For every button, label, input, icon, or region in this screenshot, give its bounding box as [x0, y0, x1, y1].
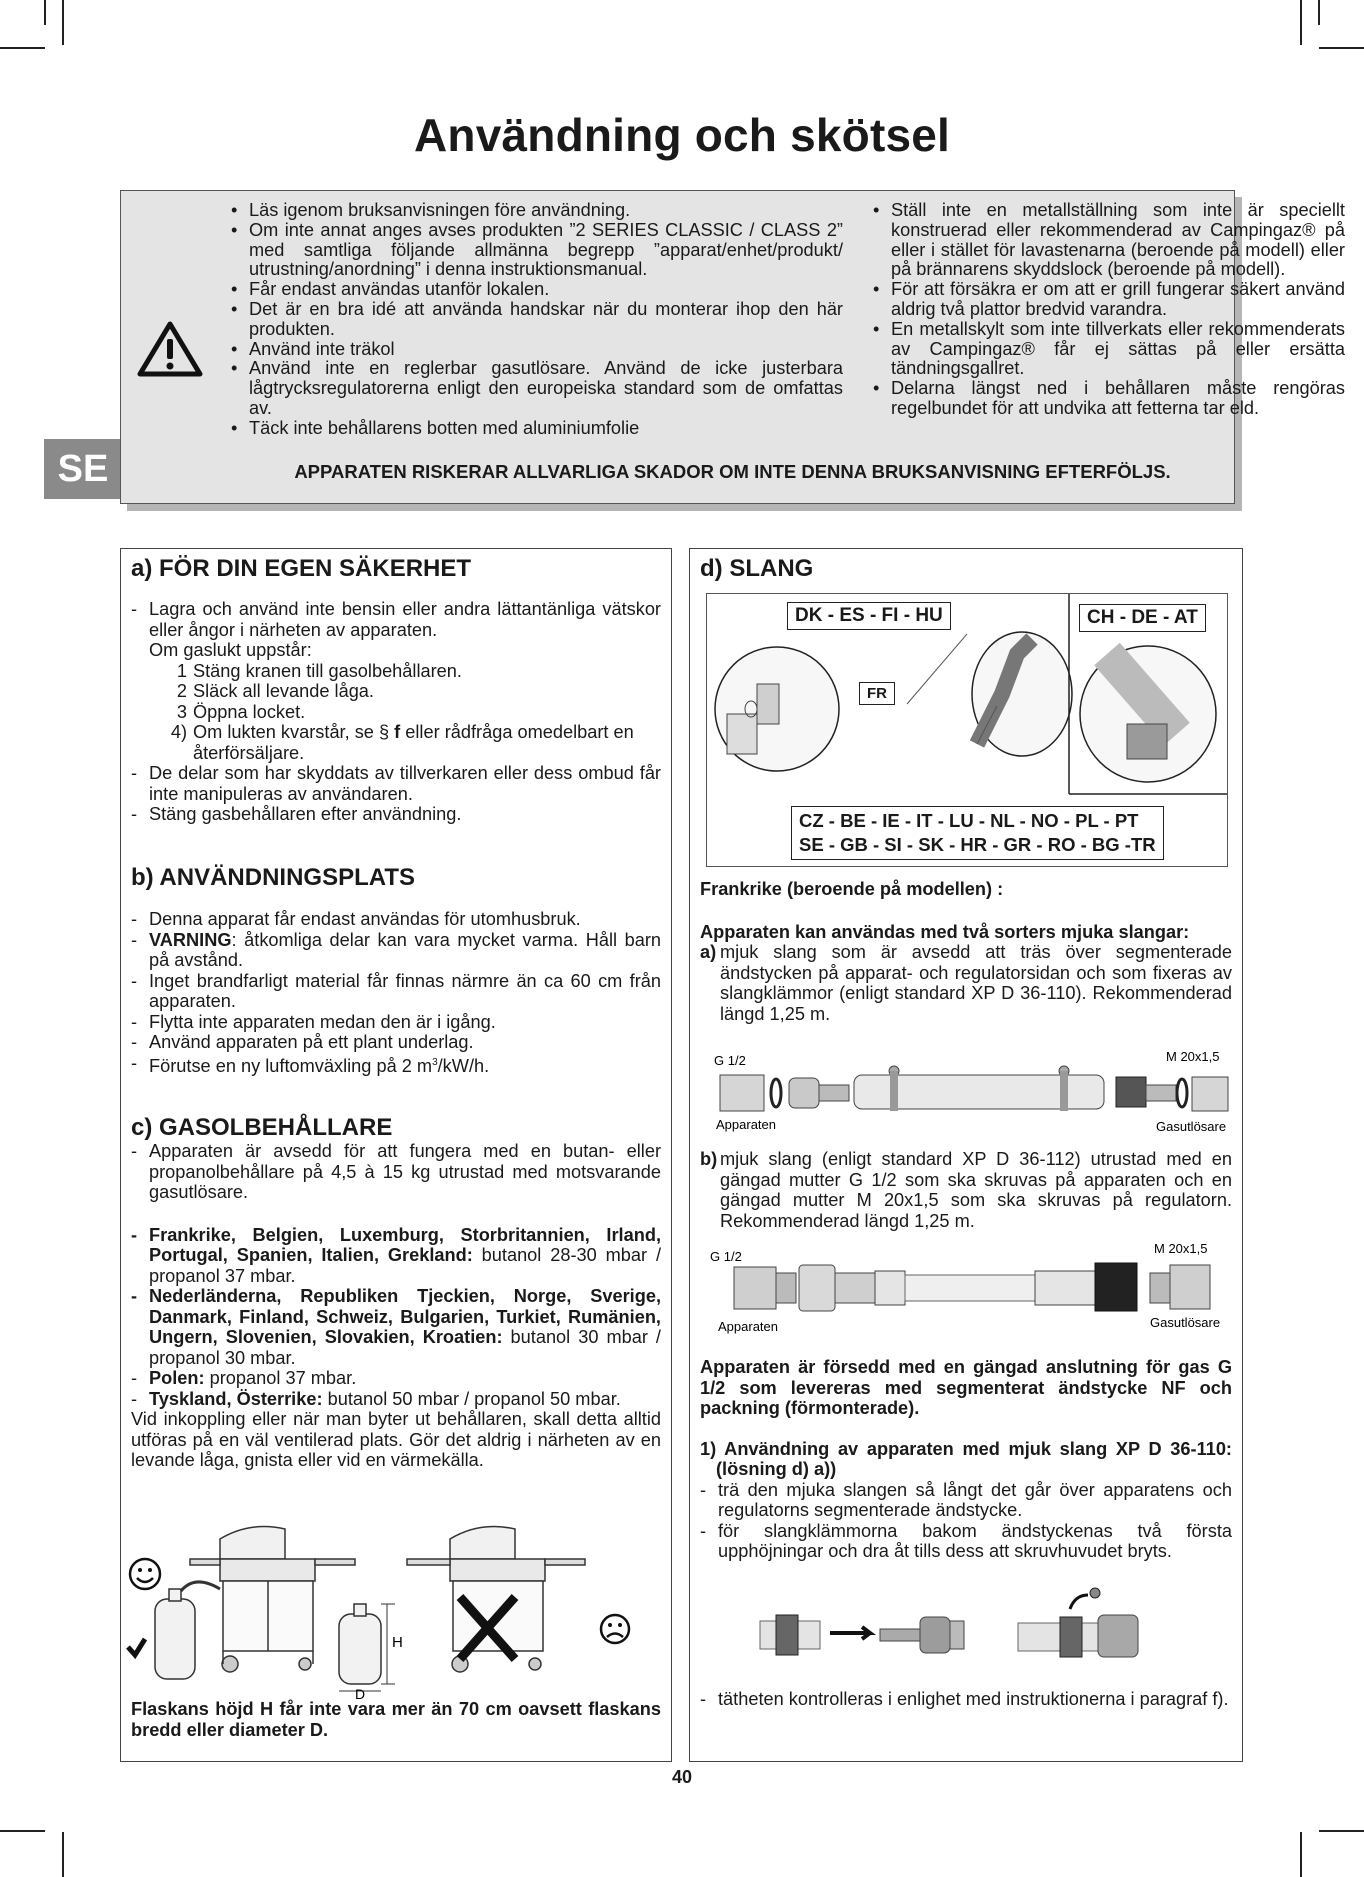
step4-post: eller rådfråga omedelbart en återförsäljare.: [193, 722, 634, 763]
warning-item: • För att försäkra er om att er grill fungerar säkert använd aldrig två plattor bredvid varandra.: [871, 280, 1345, 320]
item-a-label: a): [700, 942, 717, 962]
gas-cylinder-middle: [339, 1604, 381, 1684]
smiley-happy-icon: [130, 1559, 160, 1589]
crop-mark: [62, 1832, 64, 1877]
step-number: 2: [176, 681, 187, 701]
warning-item: • Om inte annat anges avses produkten ”2 SERIES CLASSIC / CLASS 2” med samtliga följande allmänna begrepp ”apparat/enhet/produkt/ utrustning/anordning” i denna instruktionsmanual.: [229, 221, 843, 280]
step4-pre: Om lukten kvarstår, se §: [193, 722, 390, 742]
warning-item: • Täck inte behållarens botten med aluminiumfolie: [229, 419, 843, 439]
label-apparaten: Apparaten: [716, 1117, 776, 1132]
warning-item: • Det är en bra idé att använda handskar när du monterar ihop den här produkten.: [229, 300, 843, 340]
item-b: [700, 1149, 1232, 1231]
step-text: Stäng kranen till gasolbehållaren.: [193, 660, 462, 681]
countries: Nederländerna, Republiken Tjeckien, Norge, Sverige, Danmark, Finland, Schweiz, Bulgarien, Turkiet, Rumänien, Ungern, Slovenien, Slovakien, Kroatien:: [149, 1286, 661, 1347]
warning-box: [120, 190, 1345, 504]
hose: [181, 1582, 220, 1591]
section-d-usage: Apparaten är försedd med en gängad anslutning för gas G 1/2 som levereras med segmenterat ändstycke NF och packning (förmonterade). 1) Användning av apparaten med mjuk slang XP D 36-110: (lösning d) a)) - trä den mjuka slangen så långt det går över apparatens och regulatorns segmenterade ändstycke. - för slangklämmorna bakom ändstyckenas två första upphöjningar och dra åt tills dess att skruvhuvudet bryts.: [700, 1357, 1232, 1561]
warning-item: • Använd inte träkol: [229, 340, 843, 360]
location-item: Denna apparat får endast användas för utomhusbruk.: [149, 909, 581, 929]
left-panel: [120, 548, 672, 1762]
usage-step: tätheten kontrolleras i enlighet med instruktionerna i paragraf f).: [718, 1689, 1229, 1709]
item-b-label: b): [700, 1149, 718, 1169]
countries: Tyskland, Österrike:: [149, 1388, 323, 1409]
grill-left: [190, 1527, 355, 1672]
hose-type-b-figure: [704, 1237, 1234, 1337]
crop-mark: [1318, 0, 1320, 25]
hose-clamp-figure: [750, 1587, 1190, 1677]
location-item: Använd apparaten på ett plant underlag.: [149, 1032, 474, 1052]
crop-mark: [0, 1830, 45, 1832]
label-g12: G 1/2: [710, 1249, 742, 1264]
crop-mark: [1319, 1830, 1364, 1832]
label-g12: G 1/2: [714, 1053, 746, 1068]
grill-right: [407, 1527, 585, 1672]
item-a-text: mjuk slang som är avsedd att träs över segmenterade ändstycken på apparat- och regulatorsidan och som fixeras av slangklämmor (enligt standard XP D 36-110). Rekommenderad längd 1,25 m.: [720, 942, 1232, 1024]
location-item: [149, 930, 661, 971]
two-hose-types: Apparaten kan användas med två sorters mjuka slangar:: [700, 921, 1190, 942]
page-title: Användning och skötsel: [413, 109, 951, 161]
label-gasutlosare: Gasutlösare: [1150, 1315, 1221, 1330]
countries: Polen:: [149, 1368, 205, 1388]
grill-cylinder-illustration: [125, 1519, 667, 1699]
equipped-note: Apparaten är försedd med en gängad anslutning för gas G 1/2 som levereras med segmenterat ändstycke NF och packning (förmonterade).: [700, 1357, 1232, 1418]
usage-heading: 1) Användning av apparaten med mjuk slang XP D 36-110: (lösning d) a)): [700, 1438, 1232, 1479]
country-tag-cz: [791, 806, 1164, 860]
gas-cylinder-left: [155, 1589, 195, 1679]
pressure: butanol 30 mbar / propanol 30 mbar.: [149, 1327, 661, 1368]
step4-ref: f: [394, 722, 401, 742]
safety-item: Lagra och använd inte bensin eller andra lättantänliga vätskor eller ångor i närheten av apparaten.: [149, 599, 661, 640]
label-m20: M 20x1,5: [1154, 1241, 1208, 1256]
ventilation-para: Vid inkoppling eller när man byter ut behållaren, skall detta alltid utföras på en väl ventilerad plats. Gör det aldrig i närheten av en levande låga, gnista eller vid en värmekälla.: [131, 1409, 661, 1470]
safety-item: De delar som har skyddats av tillverkaren eller dess ombud får inte manipuleras av användaren.: [149, 763, 661, 804]
section-a-heading: a) FÖR DIN EGEN SÄKERHET: [131, 555, 472, 582]
country-pressure: [149, 1368, 661, 1389]
air-post: /kW/h.: [437, 1055, 490, 1076]
usage-step: för slangklämmorna bakom ändstyckenas två första upphöjningar och dra åt tills dess att skruvhuvudet bryts.: [718, 1520, 1232, 1561]
arrow-right-icon: [830, 1627, 870, 1639]
country-tag-ch: CH - DE - AT: [1079, 604, 1206, 632]
step-number: 1: [176, 660, 187, 681]
section-d-text: [700, 879, 1232, 1024]
step-text: Öppna locket.: [193, 701, 306, 722]
page-number: 40: [671, 1767, 693, 1787]
france-heading: Frankrike (beroende på modellen) :: [700, 879, 1004, 899]
step-text: Släck all levande låga.: [193, 681, 374, 701]
section-a-text: - Lagra och använd inte bensin eller andra lättantänliga vätskor eller ångor i närheten av apparaten. Om gaslukt uppstår: 1 Stäng kranen till gasolbehållaren. 2 Släck all levande låga. 3 Öppna locket. 4) Om lukten kvarstår, se § f eller rådfråga omedelbart en återförsäljare. - De delar som har skyddats av tillverkaren eller dess ombud får inte manipuleras av användaren. - Stäng gasbehållaren efter användning.: [131, 599, 661, 824]
section-c-text: - Apparaten är avsedd för att fungera med en butan- eller propanolbehållare på 4,5 à 15 kg utrustad med motsvarande gasutlösare. - Frankrike, Belgien, Luxemburg, Storbritannien, Irland, Portugal, Spanien, Italien, Grekland: butanol 28-30 mbar / propanol 37 mbar. - Nederländerna, Republiken Tjeckien, Norge, Sverige, Danmark, Finland, Schweiz, Bulgarien, Turkiet, Rumänien, Ungern, Slovenien, Slovakien, Kroatien: butanol 30 mbar / propanol 30 mbar. - Polen: propanol 37 mbar. - Tyskland, Österrike: butanol 50 mbar / propanol 50 mbar. Vid inkoppling eller när man byter ut behållaren, skall detta alltid utföras på en väl ventilerad plats. Gör det aldrig i närheten av en levande låga, gnista eller vid en värmekälla.: [131, 1141, 661, 1470]
country-list-2: SE - GB - SI - SK - HR - GR - RO - BG -TR: [799, 834, 1156, 855]
warning-item: • Använd inte en reglerbar gasutlösare. Använd de icke justerbara lågtrycksregulatorerna enligt den europeiska standard som de omfattas av.: [229, 359, 843, 418]
warning-left-column: [229, 201, 843, 439]
label-gasutlosare: Gasutlösare: [1156, 1119, 1227, 1133]
country-pressure: [149, 1225, 661, 1287]
air-pre: Förutse en ny luftomväxling på 2 m: [149, 1055, 433, 1076]
warning-item: • Får endast användas utanför lokalen.: [229, 280, 843, 300]
country-pressure: [149, 1389, 661, 1410]
country-tag-dk: DK - ES - FI - HU: [787, 602, 951, 630]
countries: Frankrike, Belgien, Luxemburg, Storbritannien, Irland, Portugal, Spanien, Italien, Grekland:: [149, 1224, 661, 1265]
warning-item: • En metallskylt som inte tillverkats eller rekommenderats av Campingaz® får ej sättas på eller ersätta tändningsgallret.: [871, 320, 1345, 379]
country-pressure: [149, 1286, 661, 1368]
usage-step: trä den mjuka slangen så långt det går över apparatens och regulatorns segmenterade ändstycke.: [718, 1479, 1232, 1520]
cylinder-height-caption: Flaskans höjd H får inte vara mer än 70 cm oavsett flaskans bredd eller diameter D.: [131, 1699, 661, 1740]
dimension-d: D: [355, 1686, 366, 1699]
crop-mark: [44, 0, 46, 25]
language-tab: SE: [44, 439, 122, 499]
hose-connector-figure: [706, 593, 1228, 867]
cylinder-intro: Apparaten är avsedd för att fungera med en butan- eller propanolbehållare på 4,5 à 15 kg utrustad med motsvarande gasutlösare.: [149, 1141, 661, 1202]
section-b-heading: b) ANVÄNDNINGSPLATS: [131, 864, 415, 891]
pressure: butanol 28-30 mbar / propanol 37 mbar.: [149, 1245, 661, 1286]
pressure: butanol 50 mbar / propanol 50 mbar.: [322, 1388, 621, 1409]
warning-text: : åtkomliga delar kan vara mycket varma. Håll barn på avstånd.: [149, 929, 661, 970]
section-b-text: - Denna apparat får endast användas för utomhusbruk. - VARNING: åtkomliga delar kan vara mycket varma. Håll barn på avstånd. - Inget brandfarligt material får finnas närmre än ca 60 cm från apparaten. - Flytta inte apparaten medan den är i igång. - Använd apparaten på ett plant underlag. - Förutse en ny luftomväxling på 2 $m^3/kW/h$.: [131, 909, 661, 1076]
section-d-heading: d) SLANG: [700, 555, 814, 582]
dimension-h: H: [392, 1634, 403, 1651]
crop-mark: [62, 0, 64, 45]
pressure: propanol 37 mbar.: [204, 1368, 357, 1388]
label-apparaten: Apparaten: [718, 1319, 778, 1334]
warning-item: • Läs igenom bruksanvisningen före användning.: [229, 201, 843, 221]
warning-item: • Ställ inte en metallställning som inte är speciellt konstruerad eller rekommenderad av Campingaz® på eller i stället för lavastenarna (beroende på modell) eller på brännarens skyddslock (beroende på modell).: [871, 201, 1345, 280]
label-m20: M 20x1,5: [1166, 1051, 1220, 1064]
tightness-check: - tätheten kontrolleras i enlighet med instruktionerna i paragraf f).: [700, 1689, 1232, 1710]
warning-label: VARNING: [149, 929, 232, 950]
step-number: 3: [176, 701, 187, 722]
warning-footer: APPARATEN RISKERAR ALLVARLIGA SKADOR OM INTE DENNA BRUKSANVISNING EFTERFÖLJS.: [294, 461, 1171, 482]
crop-mark: [1319, 47, 1364, 49]
country-tag-fr: FR: [859, 682, 895, 705]
warning-item: • Delarna längst ned i behållaren måste rengöras regelbundet för att undvika att fetterna tar eld.: [871, 379, 1345, 419]
right-panel: [689, 548, 1243, 1762]
step-text: [193, 722, 661, 763]
item-b-text: mjuk slang (enligt standard XP D 36-112) utrustad med en gängad mutter G 1/2 som ska skruvas på apparaten och en gängad mutter M 20x1,5 som ska skruvas på regulatorn. Rekommenderad längd 1,25 m.: [720, 1149, 1232, 1231]
safety-item: Stäng gasbehållaren efter användning.: [149, 804, 462, 824]
location-item: Flytta inte apparaten medan den är i igång.: [149, 1011, 496, 1032]
country-list-1: CZ - BE - IE - IT - LU - NL - NO - PL - PT: [799, 810, 1139, 831]
location-item: [149, 1053, 661, 1077]
crop-mark: [1300, 1832, 1302, 1877]
hose-type-a-figure: [704, 1051, 1234, 1133]
air-sup: 3: [432, 1056, 438, 1068]
gas-smell-label: Om gaslukt uppstår:: [149, 640, 312, 660]
section-c-heading: c) GASOLBEHÅLLARE: [131, 1114, 393, 1141]
crop-mark: [0, 47, 45, 49]
crop-mark: [1300, 0, 1302, 45]
location-item: Inget brandfarligt material får finnas närmre än ca 60 cm från apparaten.: [149, 970, 661, 1011]
warning-triangle-icon: [135, 319, 205, 379]
step-number: 4): [170, 722, 187, 742]
warning-right-column: [871, 201, 1345, 419]
smiley-sad-icon: [601, 1615, 629, 1643]
checkmark-icon: [128, 1639, 145, 1655]
